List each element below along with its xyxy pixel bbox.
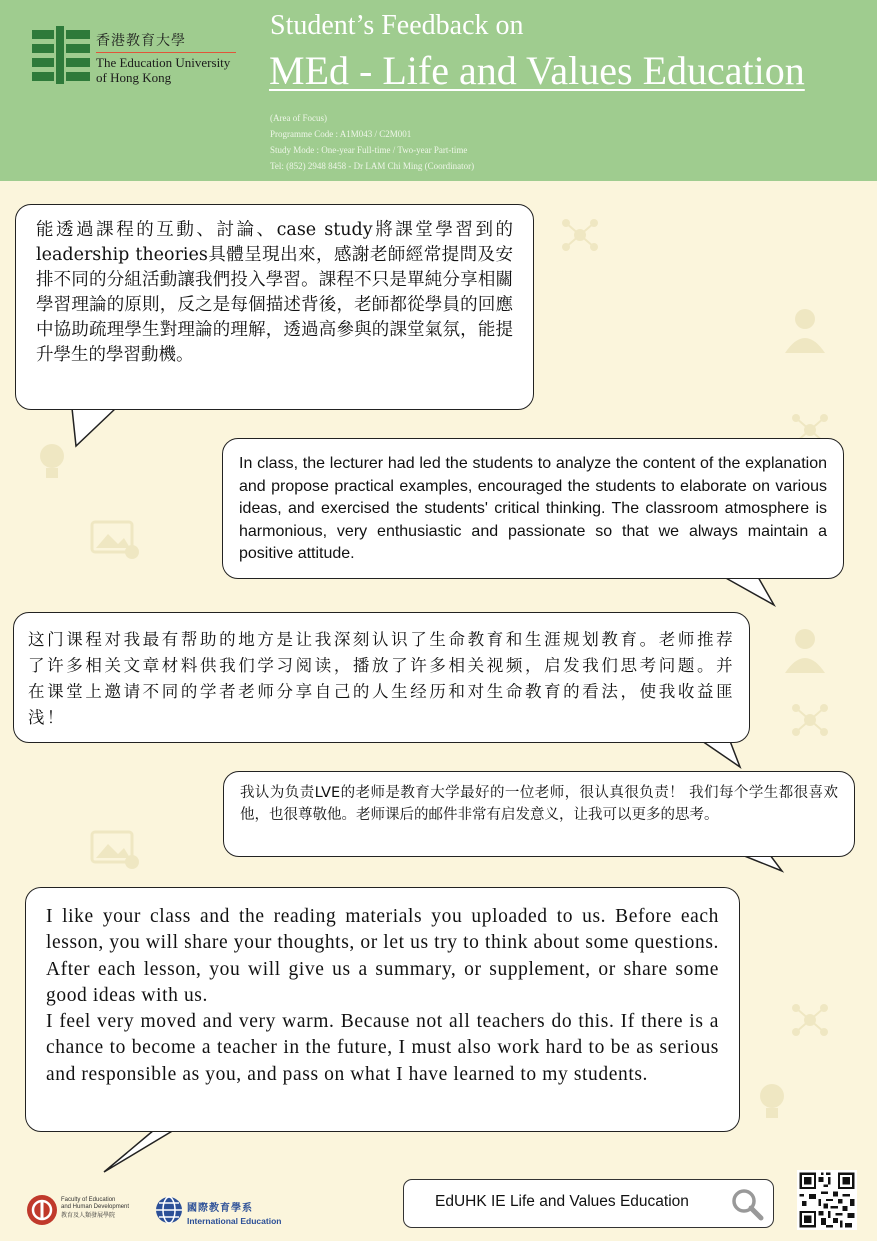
eduhk-logo-icon	[32, 26, 90, 84]
feedback-text-5-para-1: I like your class and the reading materials you uploaded to us. Before each lesson, you will share your thoughts, or let us try to think about some questions. After each lesson, you will give us a summary, or supplement, or share some good ideas with us.	[46, 906, 719, 1006]
feedback-bubble-1	[15, 204, 534, 410]
feedback-text-3: 这门课程对我最有帮助的地方是让我深刻认识了生命教育和生涯规划教育。老师推荐了许多相关文章材料供我们学习阅读，播放了许多相关视频，启发我们思考问题。并在课堂上邀请不同的学者老师分享自己的人生经历和对生命教育的看法，使我收益匪浅！	[28, 630, 735, 727]
page-subtitle: Student’s Feedback on	[270, 10, 524, 41]
international-education-name	[187, 1199, 281, 1226]
faculty-name-line1: Faculty of Education	[61, 1197, 116, 1203]
qr-code-icon[interactable]	[797, 1170, 857, 1230]
feedback-bubble-3	[13, 612, 750, 743]
feedback-text-5	[46, 904, 719, 1088]
university-name	[96, 34, 236, 85]
page-title: MEd - Life and Values Education	[269, 48, 805, 93]
international-education-logo-icon	[155, 1196, 183, 1224]
header-banner	[0, 0, 877, 181]
university-name-cn: 香港教育大學	[96, 34, 186, 49]
speech-bubble-tail	[700, 741, 750, 771]
feedback-text-1: 能透過課程的互動、討論、case study將課堂學習到的leadership theories具體呈現出來，感謝老師經常提問及安排不同的分組活動讓我們投入學習。課程不只是單純分享相關學習理論的原則，反之是每個描述背後，老師都從學員的回應中協助疏理學生對理論的理解，透過高參與的課堂氣氛，能提升學生的學習動機。	[36, 220, 513, 365]
network-icon	[790, 1000, 830, 1040]
university-name-en	[96, 52, 236, 85]
faculty-name-cn: 教育及人類發展學院	[61, 1213, 116, 1219]
international-education-en: International Education	[187, 1216, 282, 1226]
study-mode: Study Mode : One-year Full-time / Two-year Part-time	[270, 145, 468, 155]
programme-info	[270, 110, 474, 174]
feedback-text-2: In class, the lecturer had led the students to analyze the content of the explanation and propose practical examples, encouraged the students to elaborate on various ideas, and exercised the students' critical thinking. The classroom atmosphere is harmonious, very enthusiastic and passionate so that we always maintain a positive attitude.	[239, 455, 827, 562]
area-of-focus: (Area of Focus)	[270, 113, 327, 123]
feedback-text-4: 我认为负责LVE的老师是教育大学最好的一位老师，很认真很负责！ 我们每个学生都很喜欢他，也很尊敬他。老师课后的邮件非常有启发意义，让我可以更多的思考。	[240, 785, 838, 823]
international-education-cn: 國際教育學系	[187, 1203, 253, 1214]
faculty-name	[61, 1197, 129, 1220]
programme-code: Programme Code : A1M043 / C2M001	[270, 129, 412, 139]
feedback-bubble-5	[25, 887, 740, 1132]
person-icon	[780, 625, 830, 675]
speech-bubble-tail	[722, 577, 782, 607]
lightbulb-icon	[750, 1080, 794, 1124]
faculty-name-line2: and Human Development	[61, 1204, 130, 1210]
search-icon[interactable]	[729, 1186, 765, 1222]
image-icon	[90, 520, 140, 560]
person-icon	[780, 305, 830, 355]
speech-bubble-tail	[70, 408, 120, 448]
faculty-logo-icon	[26, 1194, 58, 1226]
search-query[interactable]: EdUHK IE Life and Values Education	[435, 1193, 689, 1210]
network-icon	[790, 700, 830, 740]
feedback-bubble-4	[223, 771, 855, 857]
feedback-bubble-2	[222, 438, 844, 579]
university-name-en-line1: The Education University	[96, 55, 231, 70]
contact-tel: Tel: (852) 2948 8458 - Dr LAM Chi Ming (Coordinator)	[270, 161, 475, 171]
search-bar[interactable]	[403, 1179, 774, 1228]
image-icon	[90, 830, 140, 870]
feedback-text-5-para-2: I feel very moved and very warm. Because not all teachers do this. If there is a chance to become a teacher in the future, I must also work hard to be as serious and responsible as you, and pass on what I have learned to my students.	[46, 1011, 719, 1085]
speech-bubble-tail	[740, 855, 790, 875]
university-name-en-line2: of Hong Kong	[96, 70, 172, 85]
speech-bubble-tail	[100, 1130, 180, 1176]
network-icon	[560, 215, 600, 255]
lightbulb-icon	[30, 440, 74, 484]
